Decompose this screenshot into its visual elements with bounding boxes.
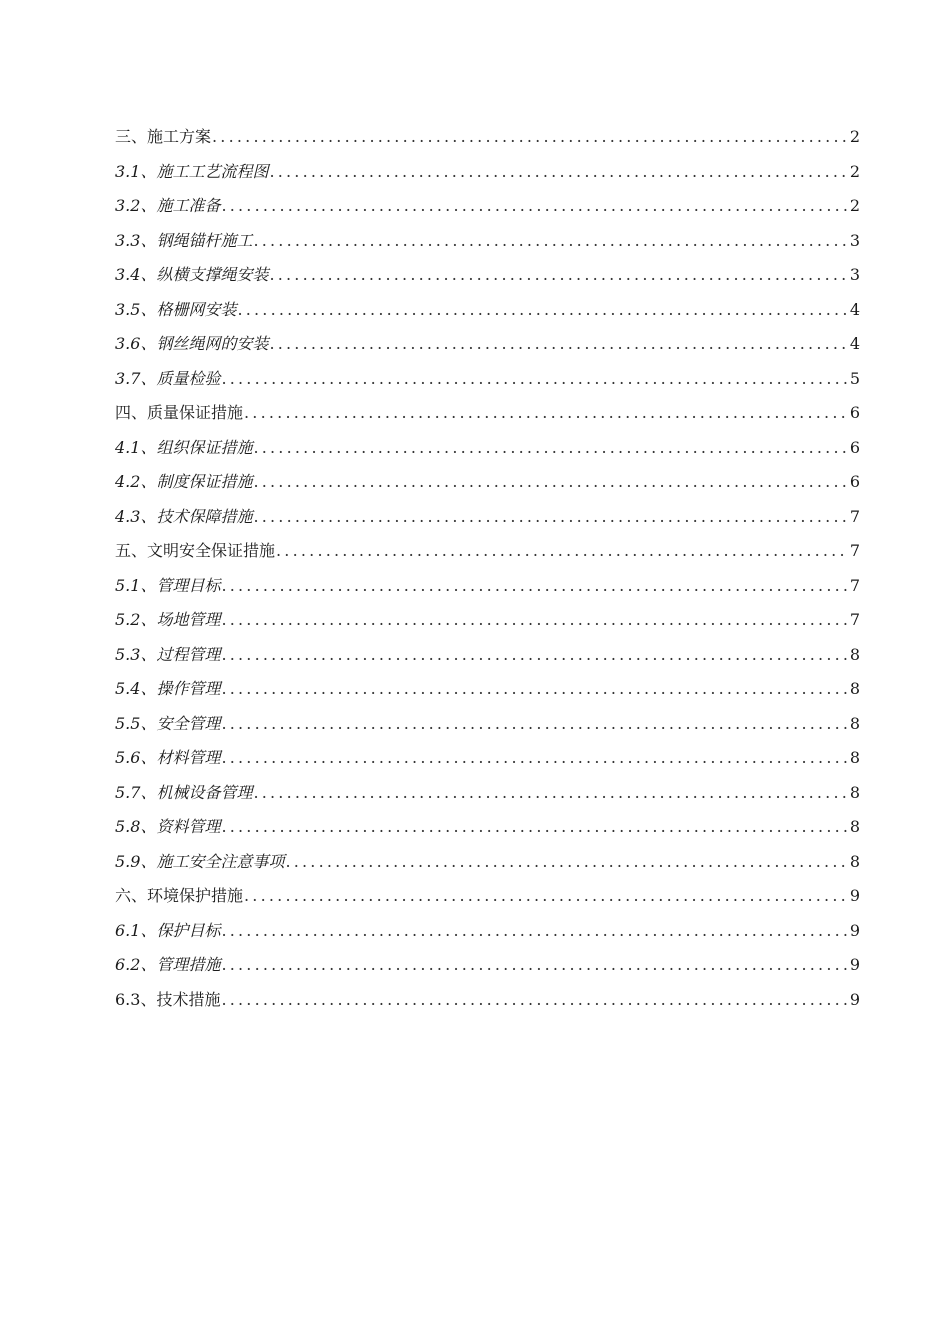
toc-entry-title: 5.1、管理目标	[115, 575, 221, 595]
toc-entry[interactable]	[115, 780, 860, 815]
toc-entry[interactable]	[115, 642, 860, 677]
toc-dot-leader	[253, 469, 847, 495]
toc-dot-leader	[253, 435, 847, 461]
toc-page-number: 5	[849, 368, 860, 388]
toc-page-number: 6	[849, 472, 860, 491]
toc-dot-leader	[221, 573, 847, 599]
toc-entry-title: 4.1、组织保证措施	[115, 437, 253, 457]
toc-entry-title: 5.3、过程管理	[115, 644, 221, 664]
toc-page-number: 7	[849, 575, 860, 595]
toc-page-number: 9	[849, 920, 860, 940]
toc-page-number: 4	[849, 299, 860, 319]
toc-entry-title: 5.4、操作管理	[115, 679, 221, 698]
toc-entry-title: 六、环境保护措施	[115, 886, 244, 905]
toc-entry-title: 4.3、技术保障措施	[115, 506, 253, 526]
toc-dot-leader	[269, 159, 847, 185]
toc-entry-title: 3.3、钢绳锚杆施工	[115, 230, 253, 250]
toc-dot-leader	[221, 987, 847, 1013]
toc-entry[interactable]	[115, 159, 860, 194]
toc-entry[interactable]	[115, 918, 860, 953]
toc-page-number: 7	[849, 541, 860, 560]
toc-page-number: 2	[849, 196, 860, 215]
toc-entry[interactable]	[115, 297, 860, 332]
toc-entry[interactable]	[115, 538, 860, 573]
toc-dot-leader	[253, 780, 847, 806]
toc-page-number: 2	[849, 127, 860, 146]
toc-entry-title: 5.9、施工安全注意事项	[115, 851, 285, 871]
toc-entry[interactable]	[115, 676, 860, 711]
toc-entry[interactable]	[115, 228, 860, 263]
toc-dot-leader	[221, 952, 847, 978]
toc-page-number: 7	[849, 610, 860, 629]
toc-dot-leader	[221, 711, 847, 737]
toc-page-number: 2	[849, 161, 860, 181]
toc-entry-title: 5.2、场地管理	[115, 610, 221, 629]
toc-dot-leader	[237, 297, 847, 323]
toc-page-number: 3	[849, 265, 860, 284]
toc-page-number: 8	[849, 748, 860, 767]
toc-entry[interactable]	[115, 262, 860, 297]
toc-dot-leader	[221, 642, 847, 668]
toc-dot-leader	[221, 918, 847, 944]
table-of-contents	[115, 124, 860, 1021]
toc-page-number: 9	[849, 955, 860, 974]
toc-entry-title: 6.1、保护目标	[115, 920, 221, 940]
toc-page-number: 8	[849, 713, 860, 733]
toc-entry[interactable]	[115, 849, 860, 884]
toc-entry-title: 6.3、技术措施	[115, 989, 221, 1009]
toc-dot-leader	[221, 366, 847, 392]
toc-dot-leader	[269, 262, 847, 288]
toc-entry[interactable]	[115, 435, 860, 470]
toc-page-number: 6	[849, 437, 860, 457]
toc-entry[interactable]	[115, 952, 860, 987]
toc-entry-title: 四、质量保证措施	[115, 403, 244, 422]
toc-page-number: 3	[849, 230, 860, 250]
toc-entry[interactable]	[115, 987, 860, 1022]
toc-entry-title: 5.5、安全管理	[115, 713, 221, 733]
toc-entry-title: 5.6、材料管理	[115, 748, 221, 767]
toc-dot-leader	[244, 883, 848, 909]
toc-page-number: 8	[849, 851, 860, 871]
toc-dot-leader	[221, 745, 847, 771]
toc-page-number: 8	[849, 644, 860, 664]
toc-entry[interactable]	[115, 469, 860, 504]
toc-entry-title: 6.2、管理措施	[115, 955, 221, 974]
toc-entry-title: 3.7、质量检验	[115, 368, 221, 388]
toc-page-number: 7	[849, 506, 860, 526]
toc-entry-title: 3.2、施工准备	[115, 196, 221, 215]
toc-entry[interactable]	[115, 711, 860, 746]
toc-entry[interactable]	[115, 366, 860, 401]
toc-dot-leader	[221, 676, 847, 702]
toc-dot-leader	[212, 124, 848, 150]
toc-dot-leader	[269, 331, 847, 357]
toc-entry[interactable]	[115, 883, 860, 918]
toc-dot-leader	[221, 814, 847, 840]
toc-entry[interactable]	[115, 573, 860, 608]
toc-page-number: 8	[849, 817, 860, 836]
toc-entry-title: 3.4、纵横支撑绳安装	[115, 265, 269, 284]
toc-entry[interactable]	[115, 124, 860, 159]
toc-entry-title: 3.5、格栅网安装	[115, 299, 237, 319]
toc-entry-title: 3.6、钢丝绳网的安装	[115, 334, 269, 353]
toc-entry-title: 三、施工方案	[115, 127, 212, 146]
toc-page-number: 9	[849, 886, 860, 905]
toc-entry[interactable]	[115, 607, 860, 642]
toc-entry[interactable]	[115, 745, 860, 780]
toc-page-number: 8	[849, 679, 860, 698]
toc-entry[interactable]	[115, 504, 860, 539]
toc-dot-leader	[285, 849, 847, 875]
toc-entry-title: 五、文明安全保证措施	[115, 541, 276, 560]
toc-dot-leader	[244, 400, 848, 426]
toc-entry[interactable]	[115, 814, 860, 849]
toc-entry[interactable]	[115, 331, 860, 366]
toc-entry-title: 5.7、机械设备管理	[115, 782, 253, 802]
toc-dot-leader	[221, 193, 847, 219]
toc-dot-leader	[276, 538, 848, 564]
toc-dot-leader	[253, 228, 847, 254]
toc-page-number: 4	[849, 334, 860, 353]
toc-dot-leader	[221, 607, 847, 633]
toc-entry-title: 5.8、资料管理	[115, 817, 221, 836]
toc-page-number: 6	[849, 403, 860, 422]
toc-dot-leader	[253, 504, 847, 530]
toc-entry[interactable]	[115, 193, 860, 228]
toc-entry-title: 3.1、施工工艺流程图	[115, 161, 269, 181]
toc-entry-title: 4.2、制度保证措施	[115, 472, 253, 491]
toc-page-number: 9	[849, 989, 860, 1009]
toc-entry[interactable]	[115, 400, 860, 435]
toc-page-number: 8	[849, 782, 860, 802]
